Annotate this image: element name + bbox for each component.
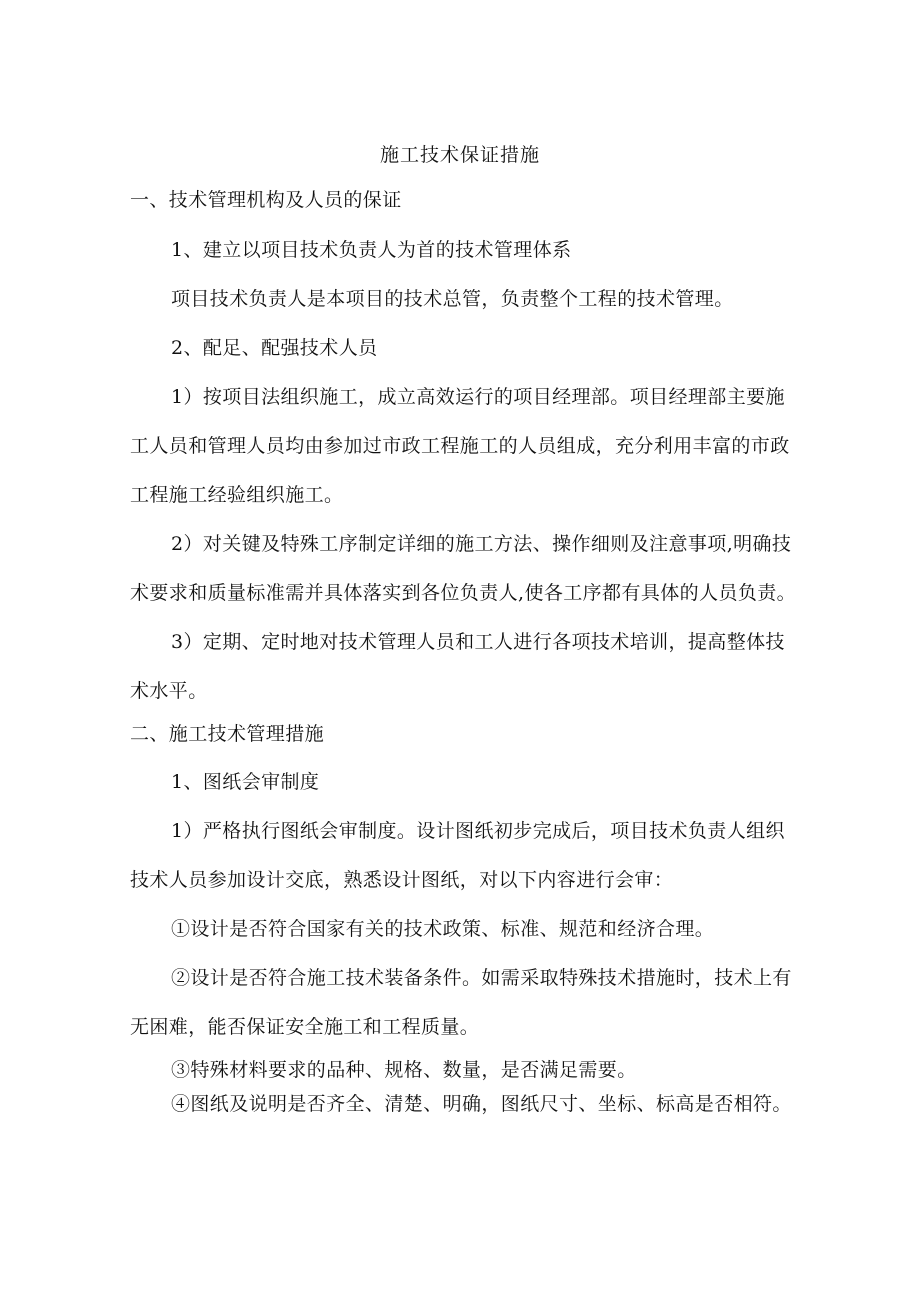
paragraph-line: 2）对关键及特殊工序制定详细的施工方法、操作细则及注意事项,明确技	[171, 533, 792, 555]
subsection-heading-2-1: 1、图纸会审制度	[171, 771, 320, 793]
page-title: 施工技术保证措施	[379, 144, 540, 166]
paragraph-line: 无困难，能否保证安全施工和工程质量。	[130, 1016, 480, 1038]
paragraph-line: 1）按项目法组织施工，成立高效运行的项目经理部。项目经理部主要施	[171, 386, 785, 408]
paragraph-line: 术要求和质量标准需并具体落实到各位负责人,使各工序都有具体的人员负责。	[130, 582, 797, 604]
paragraph-line: 工人员和管理人员均由参加过市政工程施工的人员组成，充分利用丰富的市政	[130, 435, 790, 457]
list-item: ④图纸及说明是否齐全、清楚、明确，图纸尺寸、坐标、标高是否相符。	[171, 1093, 792, 1115]
paragraph-line: 1）严格执行图纸会审制度。设计图纸初步完成后，项目技术负责人组织	[171, 820, 785, 842]
paragraph-line: 项目技术负责人是本项目的技术总管，负责整个工程的技术管理。	[171, 288, 734, 310]
paragraph-line: 工程施工经验组织施工。	[130, 484, 344, 506]
list-item: ③特殊材料要求的品种、规格、数量，是否满足需要。	[171, 1059, 637, 1081]
section-heading-1: 一、技术管理机构及人员的保证	[130, 189, 402, 211]
subsection-heading-1-1: 1、建立以项目技术负责人为首的技术管理体系	[171, 239, 572, 261]
paragraph-line: 技术人员参加设计交底，熟悉设计图纸，对以下内容进行会审：	[130, 869, 674, 891]
list-item: ①设计是否符合国家有关的技术政策、标准、规范和经济合理。	[171, 918, 715, 940]
paragraph-line: 术水平。	[130, 680, 208, 702]
paragraph-line: 3）定期、定时地对技术管理人员和工人进行各项技术培训，提高整体技	[171, 631, 785, 653]
section-heading-2: 二、施工技术管理措施	[130, 723, 325, 745]
list-item: ②设计是否符合施工技术装备条件。如需采取特殊技术措施时，技术上有	[171, 967, 792, 989]
subsection-heading-1-2: 2、配足、配强技术人员	[171, 337, 378, 359]
